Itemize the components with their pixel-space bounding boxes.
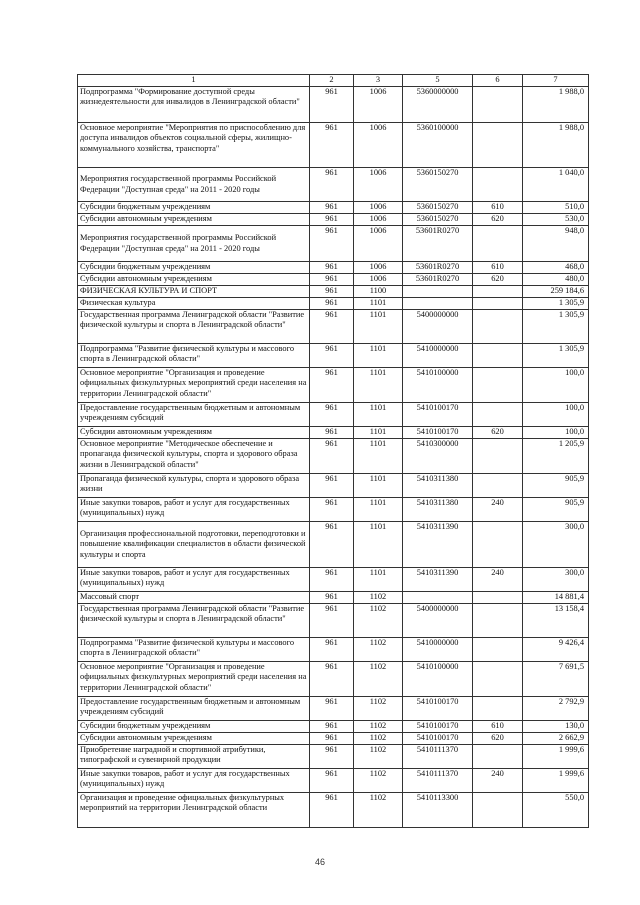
row-code-d-cell: 620 [473,274,523,286]
row-code-c-cell: 5410100000 [403,662,473,697]
row-code-a-cell: 961 [310,697,354,721]
row-amount-cell: 468,0 [523,262,589,274]
row-name-cell: Организация и проведение официальных физкультурных мероприятий на территории Ленинградской области [78,793,310,828]
table-row [78,298,589,310]
row-code-b-cell: 1006 [354,214,403,226]
row-code-b-cell: 1101 [354,498,403,522]
row-code-b-cell: 1102 [354,733,403,745]
row-amount-cell: 480,0 [523,274,589,286]
row-code-d-cell [473,310,523,344]
row-amount-cell: 1 205,9 [523,439,589,474]
row-code-a-cell: 961 [310,604,354,638]
table-row [78,168,589,202]
table-row [78,403,589,427]
row-code-a-cell: 961 [310,310,354,344]
row-code-b-cell: 1102 [354,769,403,793]
row-code-d-cell [473,793,523,828]
row-amount-cell: 259 184,6 [523,286,589,298]
row-name-cell: Иные закупки товаров, работ и услуг для государственных (муниципальных) нужд [78,769,310,793]
row-code-d-cell: 610 [473,721,523,733]
table-row [78,310,589,344]
row-amount-cell: 9 426,4 [523,638,589,662]
row-code-c-cell: 5360150270 [403,202,473,214]
row-code-a-cell: 961 [310,568,354,592]
row-name-cell: Государственная программа Ленинградской области "Развитие физической культуры и спорта в Ленинградской области" [78,310,310,344]
row-code-a-cell: 961 [310,793,354,828]
row-code-d-cell [473,697,523,721]
row-code-c-cell: 5410100170 [403,721,473,733]
row-code-c-cell: 5410100170 [403,403,473,427]
row-name-cell: Подпрограмма "Развитие физической культуры и массового спорта в Ленинградской области" [78,344,310,368]
row-code-d-cell: 620 [473,733,523,745]
row-code-c-cell: 5400000000 [403,310,473,344]
row-code-b-cell: 1102 [354,721,403,733]
row-code-c-cell: 5410111370 [403,769,473,793]
header-cell-3: 3 [354,75,403,87]
row-code-c-cell [403,592,473,604]
row-code-c-cell: 5360150270 [403,168,473,202]
table-row [78,592,589,604]
row-name-cell: Основное мероприятие "Организация и проведение официальных физкультурных мероприятий среди населения на территории Ленинградской области" [78,662,310,697]
row-amount-cell: 130,0 [523,721,589,733]
table-row [78,368,589,403]
row-code-c-cell: 5410100170 [403,427,473,439]
row-code-a-cell: 961 [310,298,354,310]
row-code-c-cell: 5410100170 [403,733,473,745]
row-code-d-cell [473,286,523,298]
row-amount-cell: 1 305,9 [523,344,589,368]
table-row [78,745,589,769]
row-amount-cell: 1 305,9 [523,298,589,310]
row-code-b-cell: 1102 [354,592,403,604]
row-name-cell: Основное мероприятие "Организация и проведение официальных физкультурных мероприятий среди населения на территории Ленинградской области" [78,368,310,403]
table-row [78,733,589,745]
row-code-d-cell [473,123,523,168]
row-code-d-cell [473,403,523,427]
row-code-b-cell: 1102 [354,662,403,697]
row-code-d-cell [473,638,523,662]
row-code-d-cell [473,439,523,474]
row-name-cell: Субсидии бюджетным учреждениям [78,202,310,214]
table-row [78,274,589,286]
row-name-cell: Подпрограмма "Формирование доступной среды жизнедеятельности для инвалидов в Ленинградской области" [78,87,310,123]
row-name-cell: Основное мероприятие "Мероприятия по приспособлению для доступа инвалидов объектов социальной сферы, жилищно-коммунального хозяйства, транспорта" [78,123,310,168]
table-row [78,262,589,274]
row-code-a-cell: 961 [310,87,354,123]
row-code-c-cell: 5410000000 [403,638,473,662]
row-code-c-cell: 53601R0270 [403,274,473,286]
row-amount-cell: 2 792,9 [523,697,589,721]
row-code-a-cell: 961 [310,745,354,769]
row-name-cell: Субсидии автономным учреждениям [78,427,310,439]
row-code-b-cell: 1101 [354,427,403,439]
row-name-cell: Субсидии бюджетным учреждениям [78,262,310,274]
row-name-cell: Подпрограмма "Развитие физической культуры и массового спорта в Ленинградской области" [78,638,310,662]
row-amount-cell: 510,0 [523,202,589,214]
row-amount-cell: 7 691,5 [523,662,589,697]
row-code-a-cell: 961 [310,733,354,745]
table-row [78,697,589,721]
row-amount-cell: 300,0 [523,568,589,592]
header-cell-5: 5 [403,75,473,87]
page-number: 46 [314,857,325,867]
row-amount-cell: 100,0 [523,368,589,403]
row-code-d-cell: 240 [473,568,523,592]
row-name-cell: Массовый спорт [78,592,310,604]
row-code-c-cell [403,286,473,298]
row-code-b-cell: 1006 [354,202,403,214]
table-row [78,439,589,474]
row-name-cell: Иные закупки товаров, работ и услуг для государственных (муниципальных) нужд [78,568,310,592]
row-name-cell: Субсидии бюджетным учреждениям [78,721,310,733]
row-code-a-cell: 961 [310,168,354,202]
row-name-cell: Предоставление государственным бюджетным и автономным учреждениям субсидий [78,403,310,427]
row-code-b-cell: 1101 [354,310,403,344]
row-code-d-cell [473,344,523,368]
row-name-cell: Государственная программа Ленинградской области "Развитие физической культуры и спорта в Ленинградской области" [78,604,310,638]
row-code-c-cell: 5360100000 [403,123,473,168]
row-name-cell: Иные закупки товаров, работ и услуг для государственных (муниципальных) нужд [78,498,310,522]
table-body [78,87,589,828]
row-code-a-cell: 961 [310,721,354,733]
row-code-b-cell: 1101 [354,344,403,368]
table-row [78,498,589,522]
row-amount-cell: 300,0 [523,522,589,568]
row-amount-cell: 530,0 [523,214,589,226]
row-name-cell: Субсидии автономным учреждениям [78,274,310,286]
table-row [78,427,589,439]
row-name-cell: Физическая культура [78,298,310,310]
row-code-c-cell: 53601R0270 [403,262,473,274]
row-name-cell: Предоставление государственным бюджетным и автономным учреждениям субсидий [78,697,310,721]
row-name-cell: Субсидии автономным учреждениям [78,733,310,745]
table-row [78,769,589,793]
table-row [78,286,589,298]
row-code-d-cell [473,368,523,403]
row-code-b-cell: 1102 [354,745,403,769]
row-code-a-cell: 961 [310,427,354,439]
row-code-a-cell: 961 [310,202,354,214]
table-row [78,638,589,662]
row-code-d-cell [473,87,523,123]
budget-table [77,74,589,828]
row-amount-cell: 14 881,4 [523,592,589,604]
row-code-d-cell: 240 [473,769,523,793]
row-amount-cell: 1 999,6 [523,769,589,793]
row-code-c-cell: 5400000000 [403,604,473,638]
row-code-c-cell: 53601R0270 [403,226,473,262]
row-code-d-cell [473,522,523,568]
row-code-d-cell: 240 [473,498,523,522]
row-amount-cell: 1 988,0 [523,87,589,123]
row-code-a-cell: 961 [310,769,354,793]
row-code-a-cell: 961 [310,214,354,226]
row-amount-cell: 905,9 [523,498,589,522]
row-code-d-cell [473,226,523,262]
row-code-b-cell: 1006 [354,123,403,168]
row-name-cell: Пропаганда физической культуры, спорта и здорового образа жизни [78,474,310,498]
row-code-d-cell: 620 [473,427,523,439]
row-code-b-cell: 1101 [354,568,403,592]
row-name-cell: Приобретение наградной и спортивной атрибутики, типографской и сувенирной продукции [78,745,310,769]
table-row [78,721,589,733]
row-code-c-cell: 5410100170 [403,697,473,721]
header-cell-2: 2 [310,75,354,87]
row-code-b-cell: 1102 [354,793,403,828]
row-code-b-cell: 1102 [354,638,403,662]
row-code-c-cell: 5410311380 [403,474,473,498]
row-code-b-cell: 1006 [354,168,403,202]
header-cell-7: 7 [523,75,589,87]
row-code-a-cell: 961 [310,344,354,368]
row-code-a-cell: 961 [310,286,354,298]
table-row [78,474,589,498]
row-code-d-cell [473,745,523,769]
row-amount-cell: 2 662,9 [523,733,589,745]
row-code-b-cell: 1006 [354,274,403,286]
row-code-a-cell: 961 [310,368,354,403]
row-name-cell: Субсидии автономным учреждениям [78,214,310,226]
table-row [78,568,589,592]
row-amount-cell: 13 158,4 [523,604,589,638]
row-code-c-cell [403,298,473,310]
row-amount-cell: 1 040,0 [523,168,589,202]
row-code-a-cell: 961 [310,439,354,474]
row-amount-cell: 905,9 [523,474,589,498]
table-row [78,604,589,638]
table-row [78,793,589,828]
table-row [78,344,589,368]
row-name-cell: Мероприятия государственной программы Российской Федерации "Доступная среда" на 2011 - 2020 годы [78,168,310,202]
row-code-c-cell: 5410100000 [403,368,473,403]
row-name-cell: Организация профессиональной подготовки, переподготовки и повышение квалификации специалистов в области физической культуры и спорта [78,522,310,568]
table-row [78,214,589,226]
row-code-b-cell: 1006 [354,87,403,123]
table-row [78,662,589,697]
row-code-c-cell: 5410311390 [403,522,473,568]
row-code-a-cell: 961 [310,638,354,662]
row-code-a-cell: 961 [310,226,354,262]
row-amount-cell: 1 988,0 [523,123,589,168]
row-code-d-cell: 610 [473,202,523,214]
row-code-a-cell: 961 [310,592,354,604]
row-code-c-cell: 5410300000 [403,439,473,474]
header-cell-1: 1 [78,75,310,87]
row-code-a-cell: 961 [310,262,354,274]
row-code-c-cell: 5410311390 [403,568,473,592]
row-code-c-cell: 5410113300 [403,793,473,828]
row-code-a-cell: 961 [310,474,354,498]
row-code-a-cell: 961 [310,274,354,286]
row-code-a-cell: 961 [310,498,354,522]
row-code-b-cell: 1101 [354,403,403,427]
row-code-d-cell [473,604,523,638]
row-amount-cell: 550,0 [523,793,589,828]
row-code-a-cell: 961 [310,522,354,568]
row-amount-cell: 1 305,9 [523,310,589,344]
row-name-cell: Мероприятия государственной программы Российской Федерации "Доступная среда" на 2011 - 2020 годы [78,226,310,262]
row-code-b-cell: 1102 [354,604,403,638]
row-code-c-cell: 5410311380 [403,498,473,522]
header-row [78,75,589,87]
row-code-b-cell: 1100 [354,286,403,298]
row-amount-cell: 948,0 [523,226,589,262]
row-code-c-cell: 5410111370 [403,745,473,769]
row-code-b-cell: 1101 [354,439,403,474]
row-code-d-cell [473,474,523,498]
table-row [78,202,589,214]
table-row [78,522,589,568]
row-code-d-cell: 620 [473,214,523,226]
row-name-cell: Основное мероприятие "Методическое обеспечение и пропаганда физической культуры, спорта и здорового образа жизни в Ленинградской области" [78,439,310,474]
table-row [78,87,589,123]
row-amount-cell: 100,0 [523,403,589,427]
row-code-c-cell: 5360150270 [403,214,473,226]
row-code-d-cell: 610 [473,262,523,274]
row-code-b-cell: 1101 [354,522,403,568]
row-name-cell: ФИЗИЧЕСКАЯ КУЛЬТУРА И СПОРТ [78,286,310,298]
row-code-b-cell: 1101 [354,474,403,498]
row-code-b-cell: 1006 [354,226,403,262]
table-row [78,226,589,262]
row-amount-cell: 1 999,6 [523,745,589,769]
row-code-c-cell: 5360000000 [403,87,473,123]
row-code-d-cell [473,662,523,697]
row-code-a-cell: 961 [310,403,354,427]
row-amount-cell: 100,0 [523,427,589,439]
row-code-a-cell: 961 [310,662,354,697]
row-code-a-cell: 961 [310,123,354,168]
table-row [78,123,589,168]
header-cell-6: 6 [473,75,523,87]
row-code-b-cell: 1101 [354,368,403,403]
row-code-d-cell [473,298,523,310]
row-code-b-cell: 1101 [354,298,403,310]
row-code-d-cell [473,592,523,604]
row-code-d-cell [473,168,523,202]
row-code-b-cell: 1102 [354,697,403,721]
row-code-b-cell: 1006 [354,262,403,274]
row-code-c-cell: 5410000000 [403,344,473,368]
